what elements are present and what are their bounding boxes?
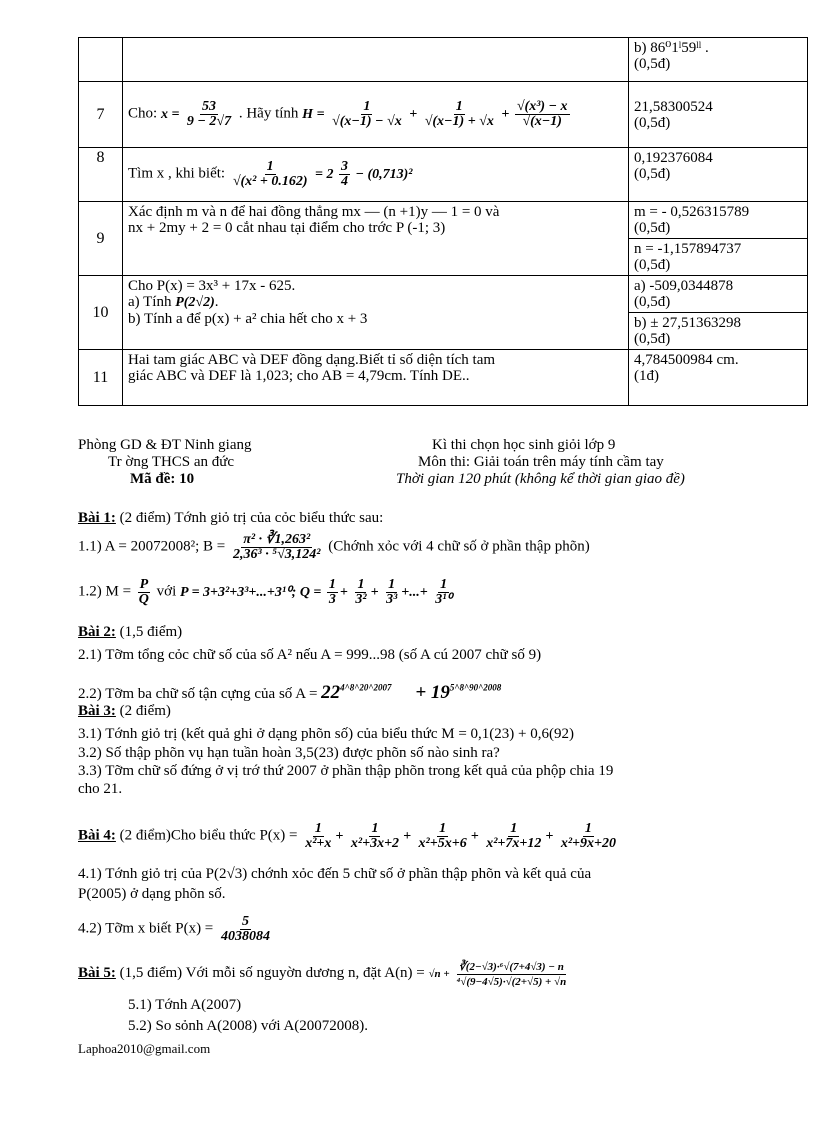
row-number: 9 xyxy=(79,202,123,276)
row-number: 8 xyxy=(79,148,123,202)
row-number: 7 xyxy=(79,82,123,148)
problem-3-2: 3.2) Số thập phõn vụ hạn tuần hoàn 3,5(23) được phõn số nào sinh ra? xyxy=(78,745,500,761)
answer-value: b) ± 27,51363298 xyxy=(634,315,741,331)
answer-value: 21,58300524 xyxy=(634,98,713,115)
question-cell: Tìm x , khi biết: $\frac{1}{\text{√(x² + 0.162)}}$ = 2 $\frac{3}{4}$ − (0,713)² xyxy=(123,148,629,202)
answer-score: (0,5đ) xyxy=(634,294,671,310)
formula-power-tower: $22^{4\^{}8\^{}20\^{}2007}$ + $19^{5\^{}8\^{}90\^{}2008}$ xyxy=(321,682,502,703)
answer-score: (0,5đ) xyxy=(634,166,671,182)
question-cell: Hai tam giác ABC và DEF đồng dạng.Biết tỉ số diện tích tam giác ABC và DEF là 1,023; cho AB = 4,79cm. Tính DE.. xyxy=(123,350,629,406)
problem-5-heading: Bài 5: (1,5 điểm) Với mỗi số nguyờn dương n, đặt A(n) = √n + $\frac{\text{∛(2−√3)·⁶√(7+4√3) − n}}{\text{⁴√(9−4√5)·√(2+√5) + √n}}$ xyxy=(78,960,570,989)
answer-score: (0,5đ) xyxy=(634,331,671,347)
answer-cell xyxy=(629,202,808,239)
answer-cell xyxy=(629,82,808,148)
answer-value: m = - 0,526315789 xyxy=(634,204,750,220)
table-row xyxy=(79,350,808,406)
answer-cell xyxy=(629,313,808,350)
question-cell xyxy=(123,38,629,82)
answer-value: a) -509,0344878 xyxy=(634,278,734,294)
table-row xyxy=(79,148,808,202)
problem-5-1: 5.1) Tớnh A(2007) xyxy=(128,997,242,1013)
question-cell: Xác định m và n để hai đồng thẳng mx — (n +1)y — 1 = 0 và nx + 2my + 2 = 0 cắt nhau tại điểm cho trớc P (-1; 3) xyxy=(123,202,629,276)
problem-2-1: 2.1) Tỡm tổng cỏc chữ số của số A² nếu A = 999...98 (số A cú 2007 chữ số 9) xyxy=(78,647,542,663)
answer-table xyxy=(78,37,808,406)
answer-value: n = -1,157894737 xyxy=(634,241,742,257)
problem-4-1-cont: P(2005) ở dạng phõn số. xyxy=(78,886,226,902)
exam-subject: Môn thi: Giải toán trên máy tính cầm tay xyxy=(418,454,664,470)
formula-pq: P = 3+3²+3³+...+3¹⁰; Q = $\frac{1}{3}$ + $\frac{1}{\text{3²}}$ + $\frac{1}{\text{3³}}$ +...+ $\frac{1}{\text{3¹⁰}}$ xyxy=(180,577,453,607)
problem-5-2: 5.2) So sỏnh A(2008) với A(20072008). xyxy=(128,1018,369,1034)
answer-cell xyxy=(629,350,808,406)
table-row xyxy=(79,38,808,82)
problem-1-1: 1.1) A = 20072008²; B = $\frac{\text{π² · ∛1,263²}}{\text{2,36³ · ⁵√3,124²}}$ (Chớnh xỏc với 4 chữ số ở phần thập phõn) xyxy=(78,532,590,562)
row-number: 11 xyxy=(79,350,123,406)
problem-2-2: 2.2) Tỡm ba chữ số tận cựng của số $A = 22^{4\^{}8\^{}20\^{}2007}$ + $19^{5\^{}8\^{}90\^{}2008}$ xyxy=(78,682,502,703)
formula-p: P(2√2) xyxy=(175,295,215,310)
formula-b: $\frac{\text{π² · ∛1,263²}}{\text{2,36³ · ⁵√3,124²}}$ xyxy=(233,532,321,562)
question-cell: Cho: x = $\frac{53}{9 - 2√7}$ . Hãy tính H = $\frac{1}{√(x-1) - √x}$ + $\frac{1}{√(x-1) + √x}$ + $\frac{\text{√(x³) − x}}{√(x-1)}$ xyxy=(123,82,629,148)
problem-4-1: 4.1) Tớnh giỏ trị của P(2√3) chớnh xỏc đến 5 chữ số ở phần thập phõn và kết quả của xyxy=(78,866,592,882)
answer-value: 4,784500984 cm. xyxy=(634,352,739,368)
school-department: Phòng GD & ĐT Ninh giang xyxy=(78,437,252,453)
answer-value: b) 86⁰1ˡ59ˡˡ . xyxy=(634,40,709,56)
row-number: 10 xyxy=(79,276,123,350)
answer-cell xyxy=(629,239,808,276)
problem-1-heading: Bài 1: (2 điểm) Tớnh giỏ trị của cỏc biểu thức sau: xyxy=(78,510,384,526)
problem-3-3-cont: cho 21. xyxy=(78,781,123,797)
problem-4-heading: Bài 4: (2 điểm)Cho biểu thức P(x) = $\frac{1}{\text{x²+x}}$ + $\frac{1}{\text{x²+3x+2}}$ + $\frac{1}{\text{x²+5x+6}}$ + $\frac{1}{\text{x²+7x+12}}$ + $\frac{1}{\text{x²+9x+20}}$ xyxy=(78,822,620,851)
formula-px: $\frac{1}{\text{x²+x}}$ + $\frac{1}{\text{x²+3x+2}}$ + $\frac{1}{\text{x²+5x+6}}$ + $\frac{1}{\text{x²+7x+12}}$ + $\frac{1}{\text{x²+9x+20}}$ xyxy=(305,821,616,851)
formula-an: √n + $\frac{\text{∛(2−√3)·⁶√(7+4√3) − n}}{\text{⁴√(9−4√5)·√(2+√5) + √n}}$ xyxy=(428,961,567,988)
answer-cell xyxy=(629,38,808,82)
problem-1-2: 1.2) M = $\frac{P}{Q}$ với P = 3+3²+3³+...+3¹⁰; Q = $\frac{1}{3}$ + $\frac{1}{\text{3²}}$ + $\frac{1}{\text{3³}}$ +...+ $\frac{1}{\text{3¹⁰}}$ xyxy=(78,578,456,607)
problem-4-2: 4.2) Tỡm x biết P(x) = $\frac{5}{4038084}$ xyxy=(78,914,271,944)
answer-score: (0,5đ) xyxy=(634,56,671,72)
answer-score: (0,5đ) xyxy=(634,114,671,131)
school-name: Tr ờng THCS an đức xyxy=(108,454,235,470)
table-row xyxy=(79,202,808,239)
exam-duration: Thời gian 120 phút (không kể thời gian giao đề) xyxy=(396,471,685,487)
formula-x: x = $\frac{53}{9 - 2√7}$ xyxy=(160,99,232,129)
question-cell: Cho P(x) = 3x³ + 17x - 625. a) Tính P(2√2). b) Tính a để p(x) + a² chia hết cho x + 3 xyxy=(123,276,629,350)
table-row xyxy=(79,276,808,313)
exam-title: Kì thi chọn học sinh giỏi lớp 9 xyxy=(432,437,616,453)
problem-3-heading: Bài 3: (2 điểm) xyxy=(78,703,171,719)
table-row xyxy=(79,82,808,148)
formula-find-x: $\frac{1}{\text{√(x² + 0.162)}}$ = 2 $\frac{3}{4}$ − (0,713)² xyxy=(232,159,413,189)
answer-score: (1đ) xyxy=(634,368,659,384)
footer-email: Laphoa2010@gmail.com xyxy=(78,1041,211,1056)
answer-cell xyxy=(629,148,808,202)
answer-value: 0,192376084 xyxy=(634,150,713,166)
answer-score: (0,5đ) xyxy=(634,220,671,236)
problem-3-3: 3.3) Tỡm chữ số đứng ở vị trớ thứ 2007 ở phần thập phõn trong kết quả của phộp chia 19 xyxy=(78,763,614,779)
exam-code: Mã đề: 10 xyxy=(130,471,195,487)
answer-score: (0,5đ) xyxy=(634,257,671,273)
formula-h: H = $\frac{1}{√(x-1) - √x}$ + $\frac{1}{√(x-1) + √x}$ + $\frac{\text{√(x³) − x}}{√(x-1)}$ xyxy=(302,99,568,129)
row-number xyxy=(79,38,123,82)
answer-cell xyxy=(629,276,808,313)
problem-2-heading: Bài 2: (1,5 điểm) xyxy=(78,624,183,640)
problem-3-1: 3.1) Tớnh giỏ trị (kết quả ghi ở dạng phõn số) của biểu thức M = 0,1(23) + 0,6(92) xyxy=(78,726,574,742)
